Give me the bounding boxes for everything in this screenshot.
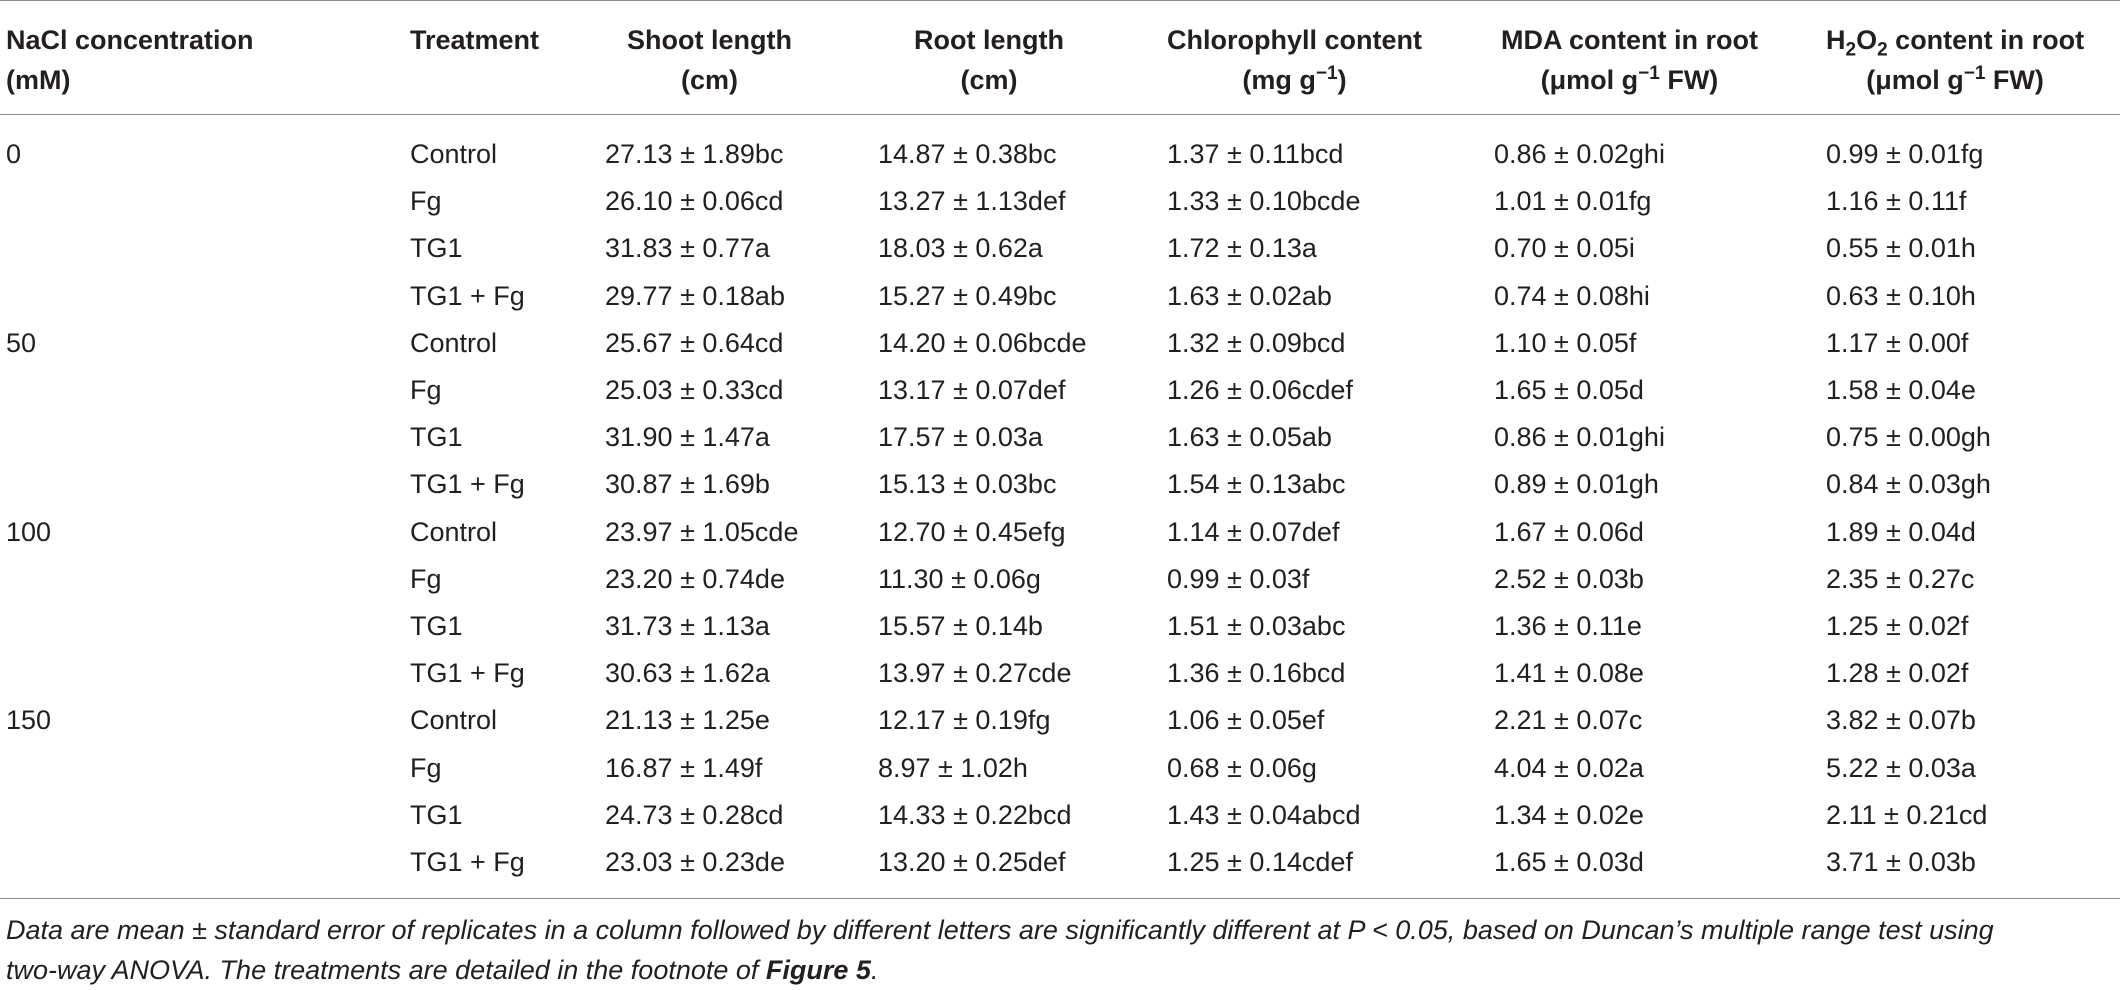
cell-treatment: TG1	[410, 422, 463, 453]
cell-nacl-concentration	[0, 367, 410, 414]
table-row	[0, 556, 2120, 603]
cell-h2o2-content: 3.71 ± 0.03b	[1826, 846, 1976, 877]
table-row	[0, 792, 2120, 839]
header-treatment-label: Treatment	[410, 25, 540, 55]
cell-h2o2-content: 0.75 ± 0.00gh	[1826, 422, 1991, 453]
cell-treatment: TG1 + Fg	[410, 280, 525, 311]
cell-nacl-concentration: 150	[6, 705, 52, 736]
cell-h2o2-content: 0.99 ± 0.01fg	[1826, 139, 1984, 170]
cell-treatment: Control	[410, 139, 498, 170]
cell-root-length: 11.30 ± 0.06g	[878, 563, 1041, 594]
table-footnote	[6, 910, 2106, 990]
cell-chlorophyll-content: 1.25 ± 0.14cdef	[1167, 846, 1353, 877]
cell-chlorophyll-content: 1.72 ± 0.13a	[1167, 233, 1317, 264]
cell-root-length: 14.20 ± 0.06bcde	[878, 327, 1087, 358]
cell-root-length: 12.17 ± 0.19fg	[878, 705, 1051, 736]
cell-h2o2-content: 1.25 ± 0.02f	[1826, 610, 1969, 641]
cell-chlorophyll-content: 1.43 ± 0.04abcd	[1167, 799, 1361, 830]
header-h2o2-o: O	[1856, 25, 1878, 55]
cell-shoot-length: 26.10 ± 0.06cd	[605, 186, 784, 217]
cell-shoot-length: 30.87 ± 1.69b	[605, 469, 770, 500]
header-mda-line2: (μmol g	[1540, 65, 1639, 95]
header-treatment	[410, 1, 605, 115]
header-h2o2-line2: (μmol g	[1866, 65, 1964, 95]
cell-root-length: 8.97 ± 1.02h	[878, 752, 1028, 783]
header-mda-sup: −1	[1638, 63, 1660, 84]
cell-shoot-length: 31.73 ± 1.13a	[605, 610, 770, 641]
header-root-line2: (cm)	[960, 65, 1018, 95]
cell-treatment: TG1 + Fg	[410, 658, 525, 689]
cell-treatment: Control	[410, 516, 498, 547]
header-shoot-line1: Shoot length	[627, 25, 792, 55]
cell-h2o2-content: 1.16 ± 0.11f	[1826, 186, 1967, 217]
cell-root-length: 13.97 ± 0.27cde	[878, 658, 1072, 689]
cell-shoot-length: 27.13 ± 1.89bc	[605, 139, 784, 170]
cell-mda-content: 0.74 ± 0.08hi	[1494, 280, 1650, 311]
header-nacl-line2: (mM)	[6, 65, 71, 95]
cell-chlorophyll-content: 1.33 ± 0.10bcde	[1167, 186, 1361, 217]
cell-mda-content: 1.65 ± 0.03d	[1494, 846, 1644, 877]
header-shoot-length	[605, 1, 878, 115]
table-row	[0, 697, 2120, 744]
cell-root-length: 18.03 ± 0.62a	[878, 233, 1043, 264]
header-chlorophyll-after: )	[1337, 65, 1347, 95]
footnote-line1: Data are mean ± standard error of replicates in a column followed by different letters are significantly different at P < 0.05, based on Duncan’s multiple range test using	[6, 915, 1994, 945]
cell-mda-content: 2.52 ± 0.03b	[1494, 563, 1644, 594]
cell-treatment: TG1 + Fg	[410, 846, 525, 877]
cell-chlorophyll-content: 1.32 ± 0.09bcd	[1167, 327, 1346, 358]
cell-shoot-length: 23.20 ± 0.74de	[605, 563, 785, 594]
cell-h2o2-content: 2.11 ± 0.21cd	[1826, 799, 1988, 830]
cell-nacl-concentration	[0, 839, 410, 899]
cell-nacl-concentration	[0, 603, 410, 650]
table-row	[0, 744, 2120, 791]
cell-treatment: Fg	[410, 752, 442, 783]
cell-h2o2-content: 2.35 ± 0.27c	[1826, 563, 1975, 594]
cell-mda-content: 1.10 ± 0.05f	[1494, 327, 1637, 358]
cell-nacl-concentration: 0	[6, 139, 22, 170]
cell-nacl-concentration	[0, 414, 410, 461]
cell-treatment: TG1 + Fg	[410, 469, 525, 500]
cell-treatment: TG1	[410, 799, 463, 830]
cell-root-length: 15.13 ± 0.03bc	[878, 469, 1057, 500]
cell-shoot-length: 31.90 ± 1.47a	[605, 422, 770, 453]
cell-h2o2-content: 0.84 ± 0.03gh	[1826, 469, 1991, 500]
table-header	[0, 1, 2120, 115]
cell-chlorophyll-content: 0.68 ± 0.06g	[1167, 752, 1317, 783]
cell-treatment: TG1	[410, 233, 463, 264]
cell-shoot-length: 16.87 ± 1.49f	[605, 752, 763, 783]
cell-treatment: TG1	[410, 610, 463, 641]
cell-shoot-length: 29.77 ± 0.18ab	[605, 280, 785, 311]
cell-nacl-concentration	[0, 225, 410, 272]
header-h2o2-post: content in root	[1887, 25, 2085, 55]
table-row	[0, 650, 2120, 697]
footnote-line2-pre: two-way ANOVA. The treatments are detailed in the footnote of	[6, 955, 766, 985]
cell-mda-content: 1.67 ± 0.06d	[1494, 516, 1644, 547]
header-root-line1: Root length	[914, 25, 1064, 55]
table-row	[0, 273, 2120, 320]
header-h2o2-h: H	[1826, 25, 1846, 55]
header-chlorophyll-line1: Chlorophyll content	[1167, 25, 1422, 55]
cell-h2o2-content: 0.63 ± 0.10h	[1826, 280, 1976, 311]
cell-nacl-concentration	[0, 461, 410, 508]
header-nacl-line1: NaCl concentration	[6, 25, 254, 55]
cell-chlorophyll-content: 1.26 ± 0.06cdef	[1167, 375, 1353, 406]
cell-mda-content: 1.41 ± 0.08e	[1494, 658, 1644, 689]
cell-mda-content: 2.21 ± 0.07c	[1494, 705, 1643, 736]
cell-h2o2-content: 5.22 ± 0.03a	[1826, 752, 1976, 783]
cell-shoot-length: 25.67 ± 0.64cd	[605, 327, 784, 358]
header-h2o2-after: FW)	[1985, 65, 2044, 95]
cell-shoot-length: 30.63 ± 1.62a	[605, 658, 770, 689]
cell-shoot-length: 23.03 ± 0.23de	[605, 846, 785, 877]
cell-chlorophyll-content: 1.63 ± 0.05ab	[1167, 422, 1332, 453]
cell-shoot-length: 21.13 ± 1.25e	[605, 705, 770, 736]
cell-h2o2-content: 1.89 ± 0.04d	[1826, 516, 1976, 547]
cell-h2o2-content: 3.82 ± 0.07b	[1826, 705, 1976, 736]
header-mda-after: FW)	[1659, 65, 1719, 95]
header-mda-line1: MDA content in root	[1501, 25, 1758, 55]
cell-shoot-length: 23.97 ± 1.05cde	[605, 516, 799, 547]
cell-mda-content: 0.70 ± 0.05i	[1494, 233, 1635, 264]
cell-nacl-concentration	[0, 556, 410, 603]
cell-treatment: Fg	[410, 375, 442, 406]
header-h2o2-sub2: 2	[1877, 39, 1888, 61]
cell-nacl-concentration	[0, 744, 410, 791]
cell-chlorophyll-content: 1.63 ± 0.02ab	[1167, 280, 1332, 311]
header-root-length	[878, 1, 1167, 115]
cell-nacl-concentration	[0, 650, 410, 697]
cell-nacl-concentration: 100	[6, 516, 52, 547]
cell-chlorophyll-content: 1.51 ± 0.03abc	[1167, 610, 1346, 641]
cell-mda-content: 1.34 ± 0.02e	[1494, 799, 1644, 830]
cell-treatment: Control	[410, 327, 498, 358]
table-row	[0, 603, 2120, 650]
table-row	[0, 509, 2120, 556]
cell-chlorophyll-content: 1.14 ± 0.07def	[1167, 516, 1340, 547]
cell-shoot-length: 25.03 ± 0.33cd	[605, 375, 784, 406]
cell-root-length: 17.57 ± 0.03a	[878, 422, 1043, 453]
cell-treatment: Control	[410, 705, 498, 736]
header-h2o2-content	[1826, 1, 2120, 115]
cell-chlorophyll-content: 1.37 ± 0.11bcd	[1167, 139, 1344, 170]
table-row	[0, 414, 2120, 461]
cell-mda-content: 0.86 ± 0.02ghi	[1494, 139, 1665, 170]
cell-mda-content: 1.36 ± 0.11e	[1494, 610, 1642, 641]
cell-shoot-length: 31.83 ± 0.77a	[605, 233, 770, 264]
cell-chlorophyll-content: 0.99 ± 0.03f	[1167, 563, 1310, 594]
header-chlorophyll-line2: (mg g	[1242, 65, 1316, 95]
cell-mda-content: 0.89 ± 0.01gh	[1494, 469, 1659, 500]
cell-treatment: Fg	[410, 186, 442, 217]
cell-h2o2-content: 1.58 ± 0.04e	[1826, 375, 1976, 406]
header-shoot-line2: (cm)	[680, 65, 738, 95]
table-row	[0, 839, 2120, 899]
cell-root-length: 15.27 ± 0.49bc	[878, 280, 1057, 311]
header-chlorophyll-sup: −1	[1315, 63, 1338, 84]
cell-root-length: 13.17 ± 0.07def	[878, 375, 1066, 406]
table-row	[0, 225, 2120, 272]
cell-treatment: Fg	[410, 563, 442, 594]
table-body	[0, 115, 2120, 899]
cell-root-length: 14.87 ± 0.38bc	[878, 139, 1057, 170]
header-mda-content	[1494, 1, 1826, 115]
cell-mda-content: 4.04 ± 0.02a	[1494, 752, 1644, 783]
table-row	[0, 178, 2120, 225]
cell-mda-content: 1.65 ± 0.05d	[1494, 375, 1644, 406]
cell-mda-content: 0.86 ± 0.01ghi	[1494, 422, 1665, 453]
header-nacl-concentration	[0, 1, 410, 115]
cell-nacl-concentration	[0, 273, 410, 320]
cell-nacl-concentration	[0, 792, 410, 839]
header-chlorophyll-content	[1167, 1, 1494, 115]
table-row	[0, 461, 2120, 508]
header-row	[0, 1, 2120, 115]
table-row	[0, 367, 2120, 414]
cell-shoot-length: 24.73 ± 0.28cd	[605, 799, 784, 830]
cell-root-length: 13.27 ± 1.13def	[878, 186, 1066, 217]
footnote-figure-ref: Figure 5	[765, 955, 871, 985]
table-row	[0, 115, 2120, 179]
cell-nacl-concentration: 50	[6, 327, 37, 358]
cell-root-length: 15.57 ± 0.14b	[878, 610, 1043, 641]
cell-chlorophyll-content: 1.54 ± 0.13abc	[1167, 469, 1346, 500]
table-row	[0, 320, 2120, 367]
cell-h2o2-content: 1.28 ± 0.02f	[1826, 658, 1969, 689]
header-h2o2-sup: −1	[1963, 63, 1986, 84]
cell-chlorophyll-content: 1.36 ± 0.16bcd	[1167, 658, 1346, 689]
cell-root-length: 14.33 ± 0.22bcd	[878, 799, 1072, 830]
cell-root-length: 12.70 ± 0.45efg	[878, 516, 1066, 547]
cell-h2o2-content: 0.55 ± 0.01h	[1826, 233, 1976, 264]
cell-mda-content: 1.01 ± 0.01fg	[1494, 186, 1652, 217]
cell-chlorophyll-content: 1.06 ± 0.05ef	[1167, 705, 1325, 736]
header-h2o2-sub1: 2	[1845, 39, 1857, 61]
cell-root-length: 13.20 ± 0.25def	[878, 846, 1066, 877]
cell-nacl-concentration	[0, 178, 410, 225]
footnote-line2-post: .	[870, 955, 879, 985]
cell-h2o2-content: 1.17 ± 0.00f	[1826, 327, 1969, 358]
